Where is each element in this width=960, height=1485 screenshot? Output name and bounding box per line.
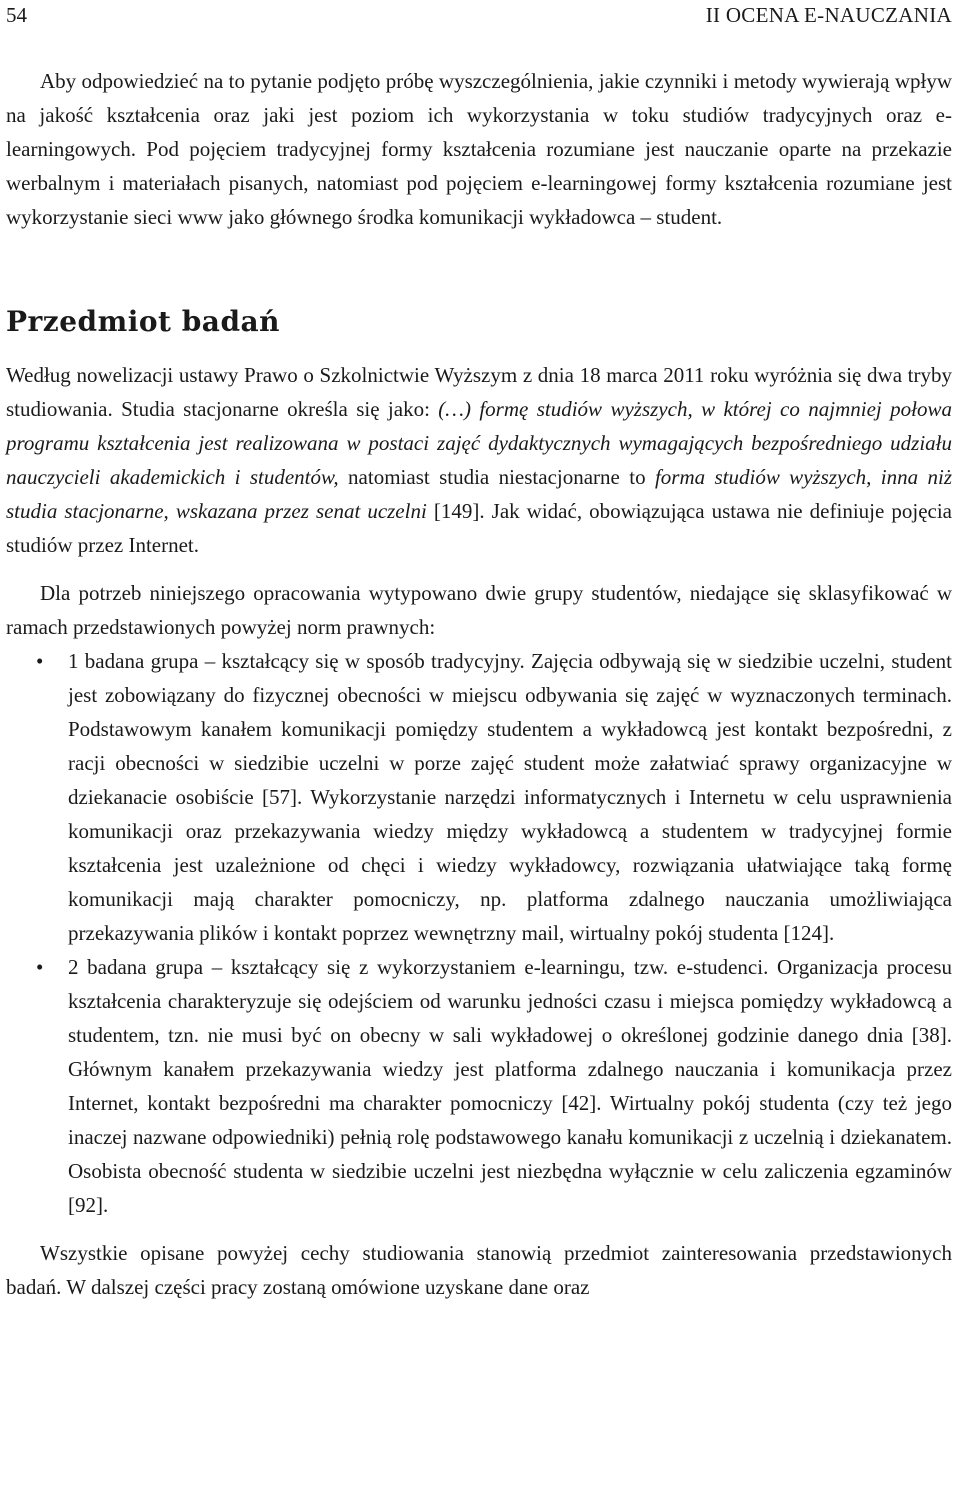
intro-paragraph: Aby odpowiedzieć na to pytanie podjęto próbę wyszczególnienia, jakie czynniki i metody wywierają wpływ na jakość kształcenia oraz jaki jest poziom ich wykorzystania w toku studiów tradycyjnych oraz e-learningowych. Pod pojęciem tradycyjnej formy kształcenia rozumiane jest nauczanie oparte na przekazie werbalnym i materiałach pisanych, natomiast pod pojęciem e-learningowej formy kształcenia rozumiane jest wykorzystanie sieci www jako głównego środka komunikacji wykładowca – student.: [6, 69, 952, 229]
section-heading: Przedmiot badań: [6, 305, 281, 338]
law-quote-stationary: (…) formę studiów wyższych, w której co najmniej połowa programu kształcenia jest realizowana w postaci zajęć dydaktycznych wymagających bezpośredniego udziału nauczycieli akademickich i studentów,: [6, 397, 952, 489]
page-header: [6, 0, 952, 30]
list-item: [6, 644, 952, 950]
groups-intro-paragraph: Dla potrzeb niniejszego opracowania wytypowano dwie grupy studentów, niedające się sklasyfikować w ramach przedstawionych powyżej norm prawnych:: [6, 581, 952, 639]
closing-paragraph: Wszystkie opisane powyżej cechy studiowania stanowią przedmiot zainteresowania przedstawionych badań. W dalszej części pracy zostaną omówione uzyskane dane oraz: [6, 1241, 952, 1299]
page-number: 54: [6, 3, 27, 27]
law-text-1: Według nowelizacji ustawy Prawo o Szkolnictwie Wyższym z dnia 18 marca 2011 roku wyróżnia się dwa tryby studiowania. Studia stacjonarne określa się jako:: [6, 363, 952, 421]
list-item: [6, 950, 952, 1222]
study-groups-list: [6, 644, 952, 1222]
group-1-text: 1 badana grupa – kształcący się w sposób tradycyjny. Zajęcia odbywają się w siedzibie uczelni, student jest zobowiązany do fizycznej obecności w miejscu odbywania się zajęć w wyznaczonych terminach. Podstawowym kanałem komunikacji pomiędzy studentem a wykładowcą jest kontakt bezpośredni, z racji obecności w siedzibie uczelni w porze zajęć student może załatwiać sprawy organizacyjne w dziekanacie osobiście [57]. Wykorzystanie narzędzi informatycznych i Internetu w celu usprawnienia komunikacji oraz przekazywania wiedzy między wykładowcą a studentem w tradycyjnej formie kształcenia jest uzależnione od chęci i wiedzy wykładowcy, rozwiązania ułatwiające taką formę komunikacji mają charakter pomocniczy, np. platforma zdalnego nauczania umożliwiająca przekazywania plików i kontakt poprzez wewnętrzny mail, wirtualny pokój studenta [124].: [68, 649, 952, 945]
law-paragraph: [6, 358, 952, 562]
chapter-title: II OCENA E-NAUCZANIA: [705, 3, 952, 27]
page-body: [6, 64, 952, 1304]
bullet-icon: •: [36, 955, 44, 979]
group-2-text: 2 badana grupa – kształcący się z wykorzystaniem e-learningu, tzw. e-studenci. Organizacja procesu kształcenia charakteryzuje się odejściem od warunku jedności czasu i miejsca pomiędzy wykładowcą a studentem, tzn. nie musi być on obecny w sali wykładowej o określonej godzinie danego dnia [38]. Głównym kanałem przekazywania wiedzy jest platforma zdalnego nauczania i komunikacja przez Internet, kontakt bezpośredni ma charakter pomocniczy [42]. Wirtualny pokój studenta (czy też jego inaczej nazwane odpowiedniki) pełnią rolę podstawowego kanału komunikacji z uczelnią i dziekanatem. Osobista obecność studenta w siedzibie uczelni jest niezbędna wyłącznie w celu zaliczenia egzaminów [92].: [68, 955, 952, 1217]
law-text-2: natomiast studia niestacjonarne to: [338, 465, 655, 489]
law-text-3: [149]. Jak widać, obowiązująca ustawa nie definiuje pojęcia studiów przez Internet.: [6, 499, 952, 557]
bullet-icon: •: [36, 649, 44, 673]
law-quote-nonstationary: forma studiów wyższych, inna niż studia stacjonarne, wskazana przez senat uczelni: [6, 465, 952, 523]
